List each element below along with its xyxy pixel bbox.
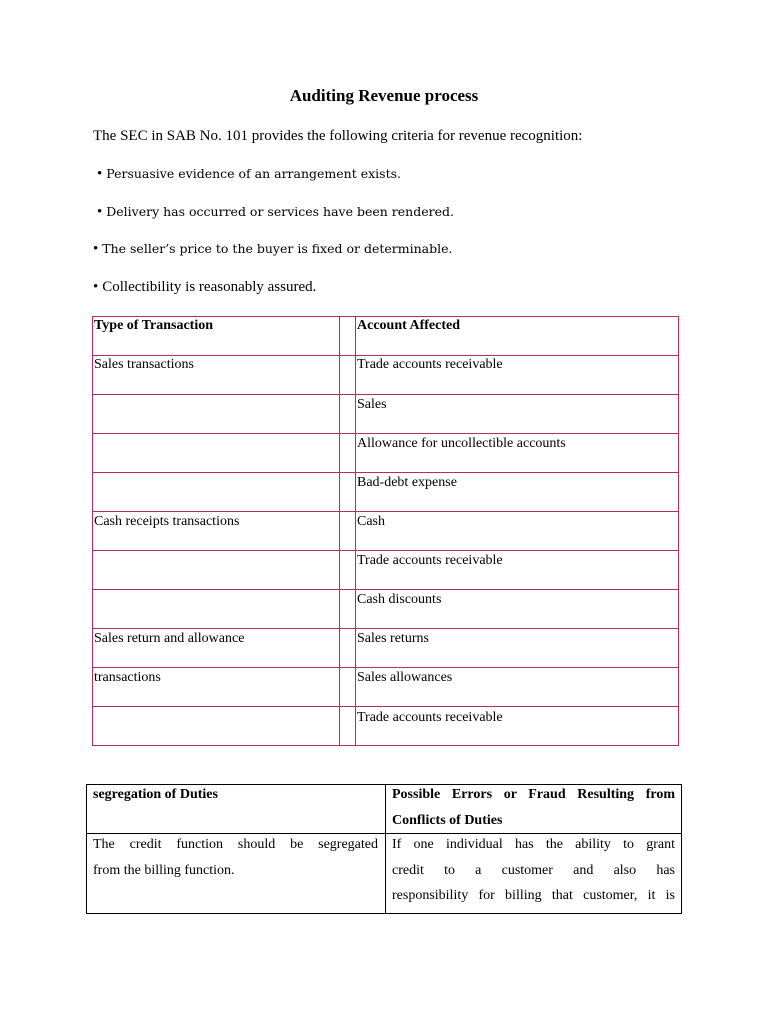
criteria-item: [97, 204, 454, 221]
table-cell: Trade accounts receivable: [357, 553, 503, 568]
table-cell: transactions: [94, 670, 161, 685]
column-header: Account Affected: [357, 318, 461, 333]
table-cell: [93, 832, 378, 883]
table-rule: [93, 667, 678, 668]
intro-paragraph: The SEC in SAB No. 101 provides the following criteria for revenue recognition:: [93, 128, 583, 144]
table-rule: [93, 472, 678, 473]
table-cell: Sales transactions: [94, 357, 194, 372]
table-cell: [392, 832, 675, 909]
bullet-icon: •: [93, 279, 99, 295]
criteria-item: [93, 241, 452, 258]
cell-text: from the billing function.: [93, 862, 235, 878]
criteria-item: [93, 279, 316, 296]
cell-text: credit to a customer and also has: [392, 862, 675, 878]
document-title: Auditing Revenue process: [289, 86, 479, 105]
table-cell: Sales: [357, 397, 387, 412]
header-text: Possible Errors or Fraud Resulting from: [392, 787, 675, 802]
table-cell: Cash receipts transactions: [94, 514, 240, 529]
table-divider: [385, 785, 386, 913]
bullet-icon: •: [93, 241, 99, 257]
table-divider: [339, 317, 340, 745]
table-rule: [93, 394, 678, 395]
column-header: Type of Transaction: [94, 318, 214, 333]
table-cell: Sales return and allowance: [94, 631, 245, 646]
bullet-icon: •: [97, 166, 103, 182]
table-cell: Bad-debt expense: [357, 475, 457, 490]
criteria-text: Persuasive evidence of an arrangement exists.: [106, 166, 401, 181]
table-rule: [93, 433, 678, 434]
criteria-item: [97, 166, 401, 183]
duties-table: [86, 784, 682, 914]
table-cell: Sales allowances: [357, 670, 453, 685]
table-cell: Allowance for uncollectible accounts: [357, 436, 566, 451]
column-header: [93, 782, 379, 808]
bullet-icon: •: [97, 204, 103, 220]
table-divider: [355, 317, 356, 745]
table-cell: Sales returns: [357, 631, 429, 646]
table-rule: [93, 550, 678, 551]
table-rule: [93, 511, 678, 512]
table-rule: [93, 706, 678, 707]
table-cell: Trade accounts receivable: [357, 710, 503, 725]
criteria-text: The seller’s price to the buyer is fixed or determinable.: [102, 241, 453, 256]
header-text: segregation of Duties: [93, 787, 218, 802]
cell-text: The credit function should be segregated: [93, 837, 378, 852]
table-cell: Cash: [357, 514, 385, 529]
cell-text: responsibility for billing that customer, it is: [392, 888, 675, 903]
cell-text: If one individual has the ability to grant: [392, 837, 675, 852]
header-text: Conflicts of Duties: [392, 812, 503, 828]
table-cell: Trade accounts receivable: [357, 357, 503, 372]
column-header: [392, 782, 675, 833]
table-rule: [93, 589, 678, 590]
criteria-text: Collectibility is reasonably assured.: [102, 279, 317, 295]
table-cell: Cash discounts: [357, 592, 442, 607]
table-rule: [93, 628, 678, 629]
table-rule: [93, 355, 678, 356]
criteria-text: Delivery has occurred or services have been rendered.: [106, 204, 454, 219]
transactions-table: [92, 316, 679, 746]
